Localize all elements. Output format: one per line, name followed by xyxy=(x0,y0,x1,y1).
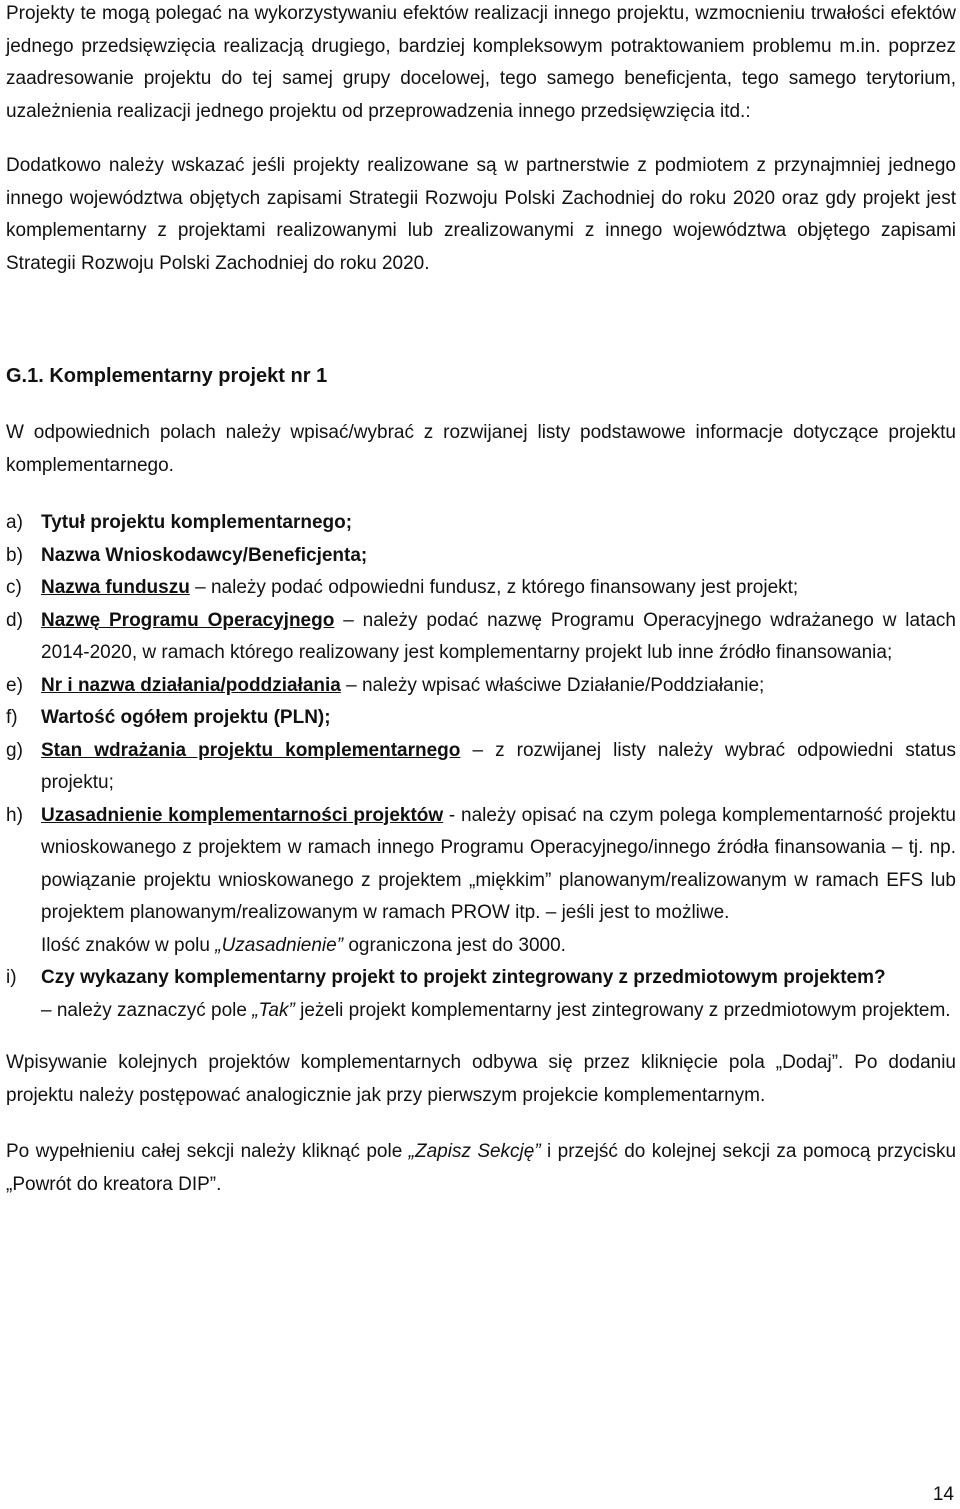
list-marker: i) xyxy=(6,967,17,988)
list-item-b xyxy=(6,540,956,573)
paragraph-save-section: Po wypełnieniu całej sekcji należy kliknąć pole „Zapisz Sekcję” i przejść do kolejnej sekcji za pomocą przycisku „Powrót do kreatora DIP”. xyxy=(6,1141,957,1195)
list-item-f xyxy=(6,702,956,735)
list-item-a xyxy=(6,507,956,540)
field-name-reference: „Uzasadnienie” xyxy=(215,934,344,956)
list-marker: d) xyxy=(6,609,23,631)
field-description: – należy wpisać właściwe Działanie/Poddziałanie; xyxy=(340,674,765,696)
list-marker: b) xyxy=(6,544,23,566)
fields-list xyxy=(6,507,956,1027)
field-label-project-title: Tytuł projektu komplementarnego; xyxy=(41,512,353,533)
list-item-i xyxy=(6,962,956,1027)
list-item-h xyxy=(6,800,956,963)
paragraph-add-projects: Wpisywanie kolejnych projektów komplementarnych odbywa się przez kliknięcie pola „Dodaj”. Po dodaniu projektu należy postępować analogicznie jak przy pierwszym projekcie komplementarnym. xyxy=(6,1052,956,1106)
paragraph-partnership-note: Dodatkowo należy wskazać jeśli projekty realizowane są w partnerstwie z podmiotem z przynajmniej jednego innego województwa objętych zapisami Strategii Rozwoju Polski Zachodniej do roku 2020 oraz gdy projekt jest komplementarny z projektami realizowanymi lub zrealizowanymi z innego województwa objętego zapisami Strategii Rozwoju Polski Zachodniej do roku 2020. xyxy=(6,155,956,274)
list-marker: g) xyxy=(6,739,23,761)
list-marker: e) xyxy=(6,674,23,696)
list-marker: a) xyxy=(6,512,23,533)
page-number: 14 xyxy=(932,1484,954,1505)
field-label-operational-program: Nazwę Programu Operacyjnego xyxy=(41,609,335,631)
field-label-applicant-name: Nazwa Wnioskodawcy/Beneficjenta; xyxy=(41,544,368,566)
field-label-measure: Nr i nazwa działania/poddziałania xyxy=(41,674,341,696)
list-item-g xyxy=(6,735,956,800)
section-intro: W odpowiednich polach należy wpisać/wybrać z rozwijanej listy podstawowe informacje dotyczące projektu komplementarnego. xyxy=(6,422,956,476)
field-label-implementation-status: Stan wdrażania projektu komplementarnego xyxy=(41,739,461,761)
list-item-c xyxy=(6,572,956,605)
field-label-justification: Uzasadnienie komplementarności projektów xyxy=(41,804,444,826)
field-label-integrated-project: Czy wykazany komplementarny projekt to projekt zintegrowany z przedmiotowym projektem? xyxy=(41,967,886,988)
section-heading: G.1. Komplementarny projekt nr 1 xyxy=(6,365,328,387)
field-description: – z rozwijanej listy należy wybrać odpowiedni status projektu; xyxy=(41,739,956,793)
list-marker: h) xyxy=(6,804,23,826)
list-marker: f) xyxy=(6,707,18,728)
document-page xyxy=(6,0,956,1201)
field-label-total-value: Wartość ogółem projektu (PLN); xyxy=(41,707,331,728)
field-name-reference: „Zapisz Sekcję” xyxy=(408,1141,541,1162)
character-limit-note: Ilość znaków w polu „Uzasadnienie” ograniczona jest do 3000. xyxy=(41,934,566,956)
field-name-reference: „Tak” xyxy=(252,999,295,1021)
list-item-d xyxy=(6,605,956,670)
field-description: - należy opisać na czym polega komplementarność projektu wnioskowanego z projektem w ramach innego Programu Operacyjnego/innego źródła finansowania – tj. np. powiązanie projektu wnioskowanego z projektem „miękkim” planowanym/realizowanym w ramach EFS lub projektem planowanym/realizowanym w ramach PROW itp. – jeśli jest to możliwe. xyxy=(41,804,957,923)
list-item-e xyxy=(6,670,956,703)
field-description: – należy podać nazwę Programu Operacyjnego wdrażanego w latach 2014-2020, w ramach którego realizowany jest komplementarny projekt lub inne źródło finansowania; xyxy=(41,609,956,663)
list-marker: c) xyxy=(6,577,22,598)
field-label-fund-name: Nazwa funduszu xyxy=(41,577,190,598)
field-description: – należy podać odpowiedni fundusz, z którego finansowany jest projekt; xyxy=(189,577,799,598)
paragraph-complementarity-description: Projekty te mogą polegać na wykorzystywaniu efektów realizacji innego projektu, wzmocnieniu trwałości efektów jednego przedsięwzięcia realizacją drugiego, bardziej kompleksowym potraktowaniem problemu m.in. poprzez zaadresowanie projektu do tej samej grupy docelowej, tego samego beneficjenta, tego samego terytorium, uzależnienia realizacji jednego projektu od przeprowadzenia innego przedsięwzięcia itd.: xyxy=(6,3,956,122)
field-description: – należy zaznaczyć pole „Tak” jeżeli projekt komplementarny jest zintegrowany z przedmiotowym projektem. xyxy=(41,999,951,1021)
